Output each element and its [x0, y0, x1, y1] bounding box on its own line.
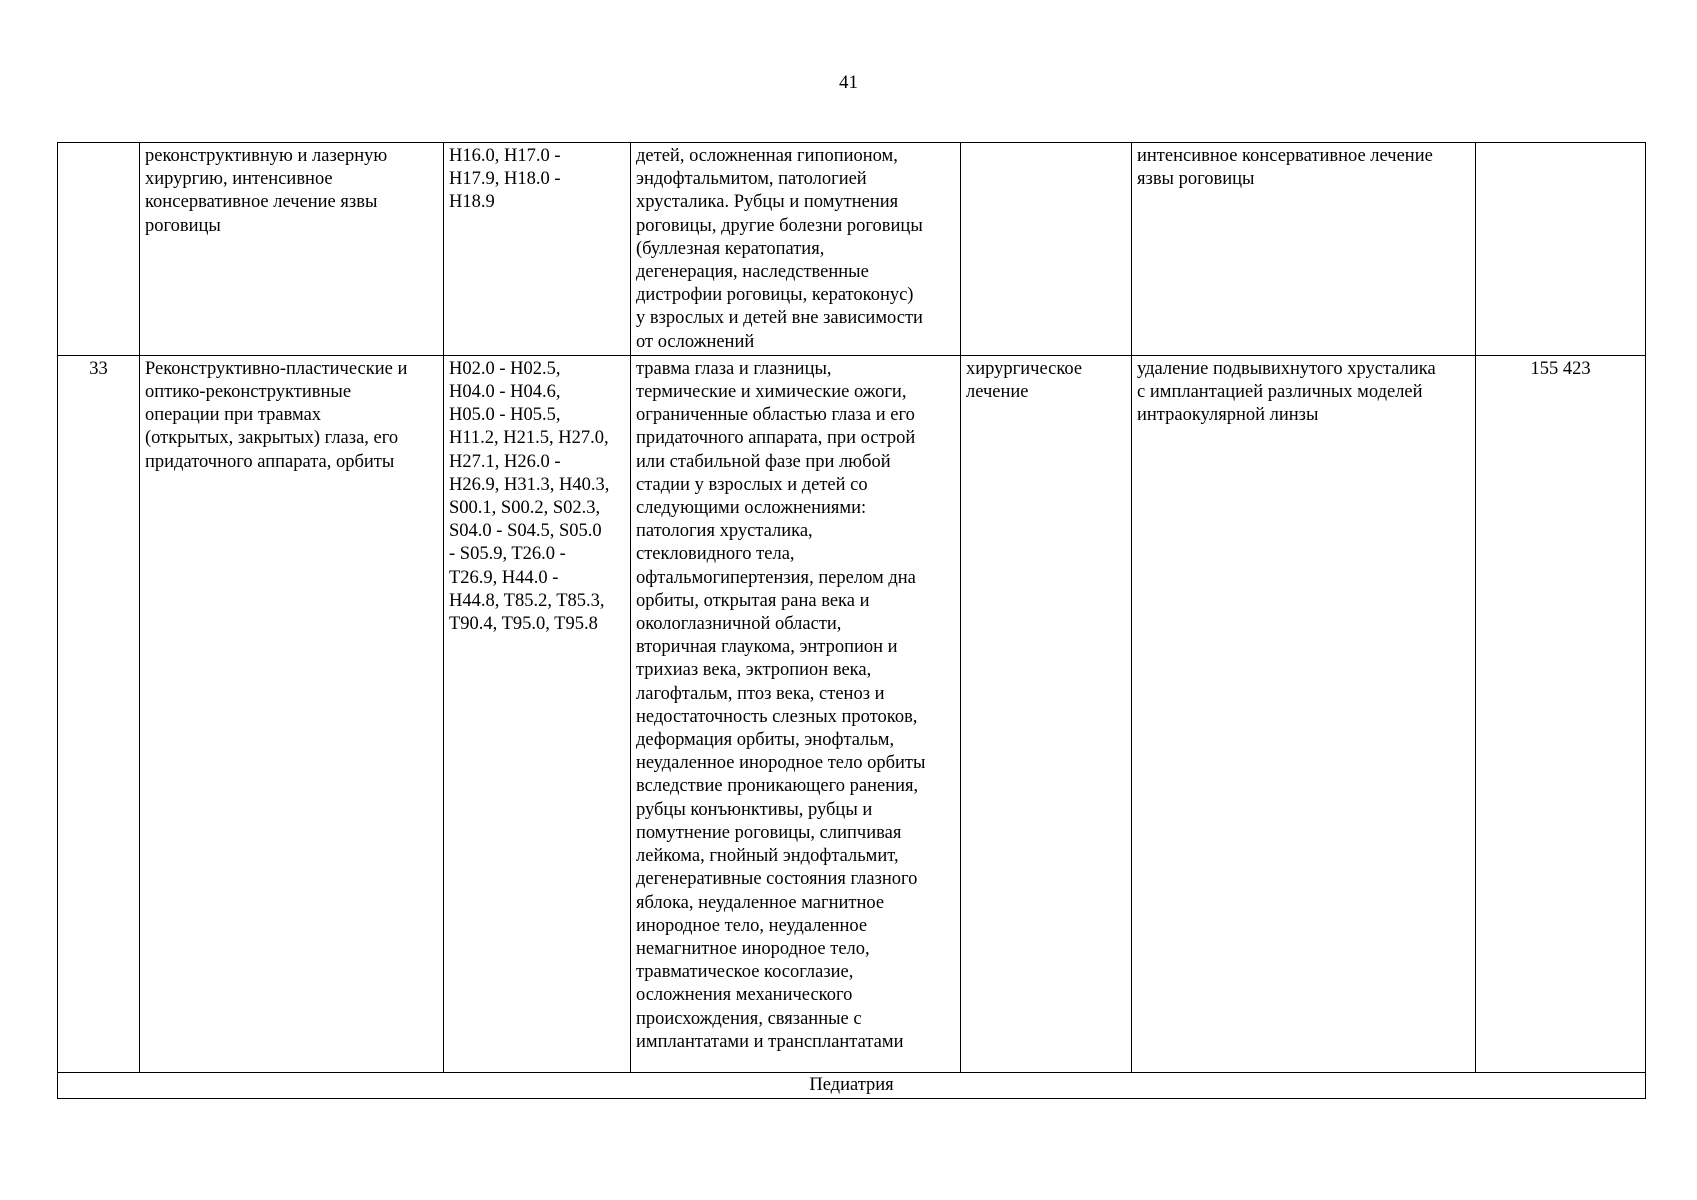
text-line: ограниченные областью глаза и его [636, 405, 915, 426]
care-type-cell [140, 143, 444, 356]
text-line: недостаточность слезных протоков, [636, 706, 918, 727]
text-line: удаление подвывихнутого хрусталика [1137, 358, 1436, 379]
table-row-33 [58, 355, 1646, 1072]
text-line: лагофтальм, птоз века, стеноз и [636, 683, 885, 704]
price-cell: 155 423 [1476, 355, 1646, 1072]
text-line: T90.4, T95.0, T95.8 [449, 614, 598, 635]
text-line: дегенерация, наследственные [636, 262, 869, 283]
text-line: вследствие проникающего ранения, [636, 776, 919, 797]
row-number-cell: 33 [58, 355, 140, 1072]
text-line: T26.9, H44.0 - [449, 567, 559, 588]
text-line: помутнение роговицы, слипчивая [636, 822, 902, 843]
text-line: лейкома, гнойный эндофтальмит, [636, 846, 899, 867]
text-line: - S05.9, T26.0 - [449, 544, 566, 565]
text-line: H16.0, H17.0 - [449, 146, 561, 166]
text-line: (открытых, закрытых) глаза, его [145, 428, 399, 449]
text-line: дегенеративные состояния глазного [636, 869, 918, 890]
text-line: реконструктивную и лазерную [145, 146, 388, 166]
text-line: придаточного аппарата, орбиты [145, 451, 395, 472]
patient-model-cell [631, 143, 961, 356]
text-line: происхождения, связанные с [636, 1008, 862, 1029]
text-line: неудаленное инородное тело орбиты [636, 753, 926, 774]
text-line: H27.1, H26.0 - [449, 451, 561, 472]
page-number: 41 [839, 72, 858, 93]
text-line: лечение [966, 382, 1029, 403]
patient-model-cell [631, 355, 961, 1072]
text-line: окологлазничной области, [636, 614, 842, 635]
text-line: патология хрусталика, [636, 521, 813, 542]
text-line: S04.0 - S04.5, S05.0 [449, 521, 602, 542]
text-line: травматическое косоглазие, [636, 962, 854, 983]
text-line: офтальмогипертензия, перелом дна [636, 567, 916, 588]
text-line: стекловидного тела, [636, 544, 795, 565]
text-line: H17.9, H18.0 - [449, 169, 561, 190]
treatment-type-cell [961, 143, 1132, 356]
care-type-cell [140, 355, 444, 1072]
text-line: операции при травмах [145, 405, 322, 426]
text-line: рубцы конъюнктивы, рубцы и [636, 799, 873, 820]
text-line: от осложнений [636, 331, 755, 352]
treatment-type-cell [961, 355, 1132, 1072]
text-line: Реконструктивно-пластические и [145, 358, 408, 379]
text-line: H18.9 [449, 192, 495, 213]
text-line: S00.1, S00.2, S02.3, [449, 498, 601, 519]
text-line: хирургию, интенсивное [145, 169, 333, 190]
text-line: хрусталика. Рубцы и помутнения [636, 192, 899, 213]
text-line: травма глаза и глазницы, [636, 358, 832, 379]
text-line: орбиты, открытая рана века и [636, 590, 870, 611]
text-line: с имплантацией различных моделей [1137, 382, 1423, 403]
text-line: у взрослых и детей вне зависимости [636, 308, 923, 329]
text-line: консервативное лечение язвы [145, 192, 378, 213]
text-line: детей, осложненная гипопионом, [636, 146, 898, 166]
text-line: или стабильной фазе при любой [636, 451, 891, 472]
text-line: осложнения механического [636, 985, 853, 1006]
text-line: хирургическое [966, 358, 1083, 379]
text-line: H04.0 - H04.6, [449, 382, 561, 403]
price-cell [1476, 143, 1646, 356]
text-line: эндофтальмитом, патологией [636, 169, 867, 190]
text-line: H05.0 - H05.5, [449, 405, 561, 426]
text-line: оптико-реконструктивные [145, 382, 352, 403]
text-line: (буллезная кератопатия, [636, 238, 825, 259]
text-line: интенсивное консервативное лечение [1137, 146, 1433, 166]
text-line: придаточного аппарата, при острой [636, 428, 916, 449]
treatment-method-cell [1132, 143, 1476, 356]
text-line: деформация орбиты, энофтальм, [636, 730, 895, 751]
text-line: роговицы [145, 215, 221, 236]
text-line: немагнитное инородное тело, [636, 938, 870, 959]
text-line: вторичная глаукома, энтропион и [636, 637, 898, 658]
text-line: яблока, неудаленное магнитное [636, 892, 885, 913]
icd-codes-cell [444, 355, 631, 1072]
treatment-method-cell [1132, 355, 1476, 1072]
text-line: имплантатами и трансплантатами [636, 1031, 904, 1052]
section-title: Педиатрия [58, 1072, 1646, 1098]
text-line: инородное тело, неудаленное [636, 915, 868, 936]
icd-codes-cell [444, 143, 631, 356]
text-line: термические и химические ожоги, [636, 382, 907, 403]
text-line: трихиаз века, эктропион века, [636, 660, 872, 681]
text-line: роговицы, другие болезни роговицы [636, 215, 923, 236]
text-line: следующими осложнениями: [636, 498, 867, 519]
text-line: H44.8, T85.2, T85.3, [449, 590, 605, 611]
text-line: дистрофии роговицы, кератоконус) [636, 285, 914, 306]
table-row-continued [58, 143, 1646, 356]
text-line: H26.9, H31.3, H40.3, [449, 474, 610, 495]
medical-care-table [57, 142, 1646, 1099]
text-line: H11.2, H21.5, H27.0, [449, 428, 609, 449]
text-line: стадии у взрослых и детей со [636, 474, 868, 495]
text-line: H02.0 - H02.5, [449, 358, 561, 379]
section-row [58, 1072, 1646, 1098]
text-line: язвы роговицы [1137, 169, 1255, 190]
row-number-cell [58, 143, 140, 356]
text-line: интраокулярной линзы [1137, 405, 1319, 426]
